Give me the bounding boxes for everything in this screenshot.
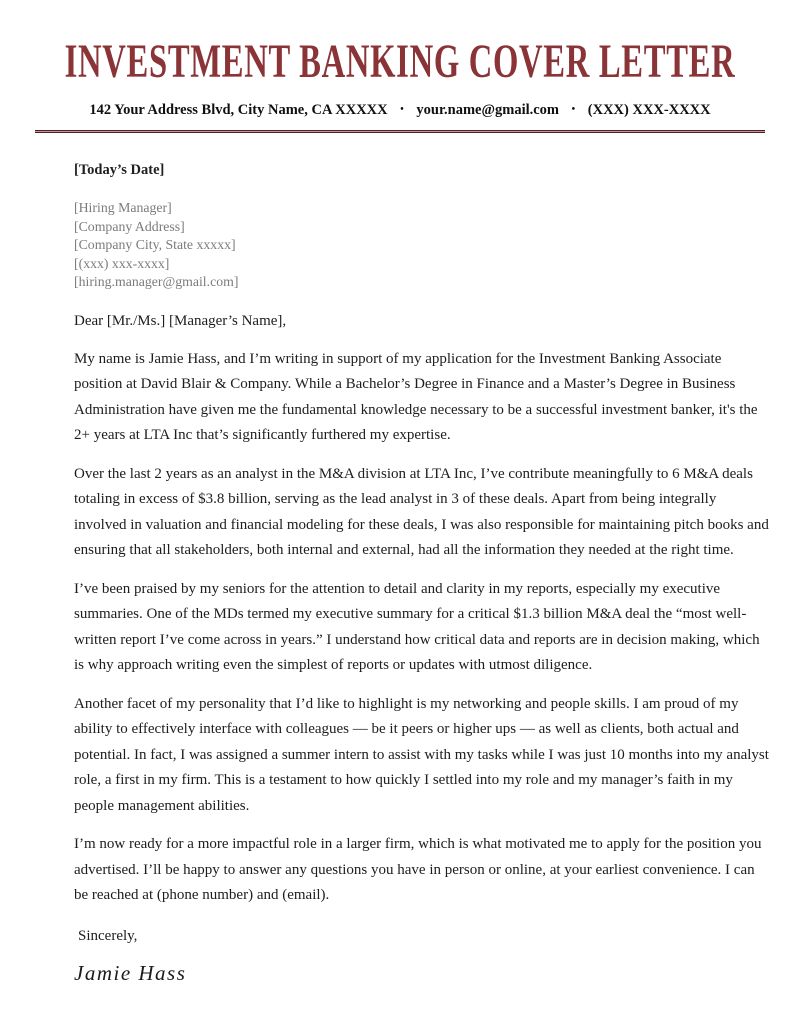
body-paragraph-2: Over the last 2 years as an analyst in the M&A division at LTA Inc, I’ve contribute meaningfully to 6 M&A deals totaling in excess of $3.8 billion, serving as the lead analyst in 3 of these deals. Apart from being integrally involved in valuation and financial modeling for these deals, I was also responsible for maintaining pitch books and ensuring that all stakeholders, both internal and external, had all the information they needed at the right time. bbox=[74, 465, 769, 558]
recipient-line-hiring-manager: [Hiring Manager] bbox=[74, 200, 172, 215]
contact-line bbox=[0, 102, 800, 119]
body-paragraph-5: I’m now ready for a more impactful role in a larger firm, which is what motivated me to apply for the position you advertised. I’ll be happy to answer any questions you have in person or online, at your earliest convenience. I can be reached at (phone number) and (email). bbox=[74, 836, 762, 903]
bullet-separator-icon: • bbox=[400, 104, 404, 115]
greeting-line: Dear [Mr./Ms.] [Manager’s Name], bbox=[74, 312, 287, 329]
letterhead bbox=[0, 35, 800, 133]
closing-line: Sincerely, bbox=[78, 927, 138, 944]
recipient-block bbox=[74, 199, 772, 292]
page-title-wrap bbox=[0, 35, 800, 90]
contact-phone: (XXX) XXX-XXXX bbox=[587, 102, 711, 118]
body-paragraph-4: Another facet of my personality that I’d like to highlight is my networking and people skills. I am proud of my ability to effectively interface with colleagues — be it peers or higher ups — as well as clients, both actual and potential. In fact, I was assigned a summer intern to assist with my tasks while I was just 10 months into my analyst role, a first in my firm. This is a testament to how quickly I settled into my role and my manager’s faith in my people management abilities. bbox=[74, 695, 769, 814]
contact-address: 142 Your Address Blvd, City Name, CA XXXXX bbox=[89, 102, 388, 118]
contact-email: your.name@gmail.com bbox=[416, 102, 560, 118]
signature-name: Jamie Hass bbox=[74, 960, 187, 985]
page-title: INVESTMENT BANKING COVER LETTER bbox=[64, 35, 736, 88]
recipient-line-email: [hiring.manager@gmail.com] bbox=[74, 274, 239, 289]
letter-body bbox=[74, 162, 772, 986]
date-line: [Today’s Date] bbox=[74, 162, 165, 178]
recipient-line-company-city: [Company City, State xxxxx] bbox=[74, 237, 236, 252]
body-paragraph-1: My name is Jamie Hass, and I’m writing in support of my application for the Investment Banking Associate position at David Blair & Company. While a Bachelor’s Degree in Finance and a Master’s Degree in Business Administration have given me the fundamental knowledge necessary to be a successful investment banker, it's the 2+ years at LTA Inc that’s significantly furthered my expertise. bbox=[74, 350, 758, 443]
bullet-separator-icon: • bbox=[571, 104, 576, 115]
body-paragraph-3: I’ve been praised by my seniors for the attention to detail and clarity in my reports, especially my executive summaries. One of the MDs termed my executive summary for a critical $1.3 billion M&A deal the “most well-written report I’ve come across in years.” I understand how critical data and reports are in decision making, which is why approach writing even the simplest of reports or updates with utmost diligence. bbox=[74, 580, 760, 673]
recipient-line-company-address: [Company Address] bbox=[74, 218, 185, 234]
recipient-line-phone: [(xxx) xxx-xxxx] bbox=[74, 255, 170, 271]
header-divider bbox=[35, 130, 765, 133]
